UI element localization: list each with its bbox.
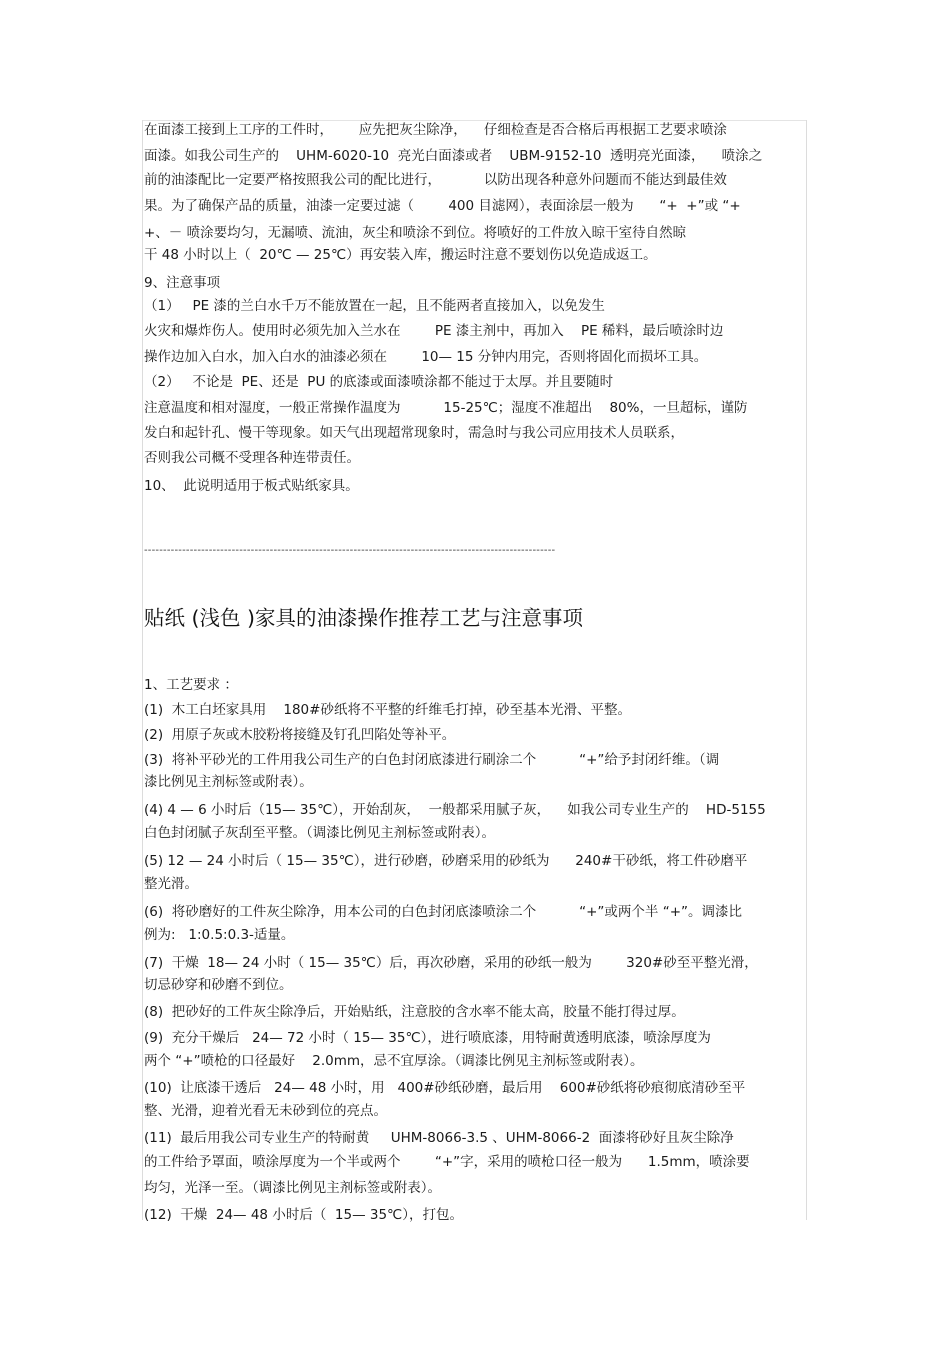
list-item: (1) 木工白坯家具用 180#砂纸将不平整的纤维毛打掉，砂至基本光滑、平整。 [144,702,631,718]
list-item-continued: 均匀，光泽一至。（调漆比例见主剂标签或附表）。 [144,1180,441,1196]
list-item-continued: 例为: 1:0.5:0.3-适量。 [144,927,295,943]
list-item: (4) 4 — 6 小时后（15— 35℃），开始刮灰， 一般都采用腻子灰， 如我公司专业生产的 HD-5155 [144,802,766,818]
paragraph-line: 果。为了确保产品的质量，油漆一定要过滤（ 400 目滤网），表面涂层一般为 “+ +”或 “+ [144,198,741,214]
list-item: (11) 最后用我公司专业生产的特耐黄 UHM-8066-3.5 、UHM-8066-2 面漆将砂好且灰尘除净 [144,1130,734,1146]
paragraph-line: （1） PE 漆的兰白水千万不能放置在一起，且不能两者直接加入，以免发生 [144,298,605,314]
list-item: (7) 干燥 18— 24 小时（ 15— 35℃）后，再次砂磨，采用的砂纸一般为 320#砂至平整光滑， [144,955,758,971]
list-item: (10) 让底漆干透后 24— 48 小时，用 400#砂纸砂磨，最后用 600#砂纸将砂痕彻底清砂至平 [144,1080,746,1096]
paragraph-line: 发白和起针孔、慢干等现象。如天气出现超常现象时，需急时与我公司应用技术人员联系， [144,425,684,441]
list-item: (2) 用原子灰或木胶粉将接缝及钉孔凹陷处等补平。 [144,727,456,743]
list-item-continued: 整光滑。 [144,876,198,892]
list-item-continued: 切忌砂穿和砂磨不到位。 [144,977,293,993]
list-item: (12) 干燥 24— 48 小时后（ 15— 35℃），打包。 [144,1207,463,1223]
paragraph-line: 前的油漆配比一定要严格按照我公司的配比进行， 以防出现各种意外问题而不能达到最佳效 [144,172,727,188]
section-heading: 1、工艺要求 ： [144,677,238,693]
list-item-continued: 整、光滑，迎着光看无未砂到位的亮点。 [144,1103,387,1119]
paragraph-line: 注意温度和相对湿度，一般正常操作温度为 15-25℃；湿度不准超出 80%，一旦超标，谨防 [144,400,748,416]
paragraph-line: 火灾和爆炸伤人。使用时必须先加入兰水在 PE 漆主剂中，再加入 PE 稀料，最后喷涂时边 [144,323,724,339]
paragraph-line: 面漆。如我公司生产的 UHM-6020-10 亮光白面漆或者 UBM-9152-10 透明亮光面漆， 喷涂之 [144,148,763,164]
list-item: (9) 充分干燥后 24— 72 小时（ 15— 35℃），进行喷底漆，用特耐黄透明底漆，喷涂厚度为 [144,1030,711,1046]
page-frame-right [806,120,807,1220]
paragraph-line: 10、 此说明适用于板式贴纸家具。 [144,478,359,494]
list-item-continued: 白色封闭腻子灰刮至平整。（调漆比例见主剂标签或附表）。 [144,825,495,841]
paragraph-line: +、－ 喷涂要均匀，无漏喷、流油，灰尘和喷涂不到位。将喷好的工件放入晾干室待自然晾 [144,225,687,241]
list-item-continued: 漆比例见主剂标签或附表）。 [144,774,313,790]
dashed-divider: ------------------------------------------------------------------------------------------------------------ [144,545,556,556]
page-frame-left [142,120,143,1220]
paragraph-line: 操作边加入白水，加入白水的油漆必须在 10— 15 分钟内用完，否则将固化而损坏工具。 [144,349,708,365]
page-title: 贴纸 (浅色 )家具的油漆操作推荐工艺与注意事项 [144,606,584,630]
list-item: (3) 将补平砂光的工件用我公司生产的白色封闭底漆进行刷涂二个 “+”给予封闭纤维。（调 [144,752,720,768]
list-item: (6) 将砂磨好的工件灰尘除净，用本公司的白色封闭底漆喷涂二个 “+”或两个半 “+”。调漆比 [144,904,743,920]
list-item-continued: 两个 “+”喷枪的口径最好 2.0mm，忌不宜厚涂。（调漆比例见主剂标签或附表）。 [144,1053,644,1069]
paragraph-line: （2） 不论是 PE、还是 PU 的底漆或面漆喷涂都不能过于太厚。并且要随时 [144,374,614,390]
paragraph-line: 否则我公司概不受理各种连带责任。 [144,450,360,466]
list-item-continued: 的工件给予罩面，喷涂厚度为一个半或两个 “+”字，采用的喷枪口径一般为 1.5mm，喷涂要 [144,1154,750,1170]
paragraph-line: 干 48 小时以上（ 20℃ — 25℃）再安装入库，搬运时注意不要划伤以免造成返工。 [144,247,657,263]
list-item: (5) 12 — 24 小时后（ 15— 35℃），进行砂磨，砂磨采用的砂纸为 240#干砂纸，将工件砂磨平 [144,853,748,869]
section-heading: 9、注意事项 [144,275,221,291]
paragraph-line: 在面漆工接到上工序的工件时， 应先把灰尘除净， 仔细检查是否合格后再根据工艺要求喷涂 [144,122,727,138]
list-item: (8) 把砂好的工件灰尘除净后，开始贴纸，注意胶的含水率不能太高，胶量不能打得过厚。 [144,1004,685,1020]
